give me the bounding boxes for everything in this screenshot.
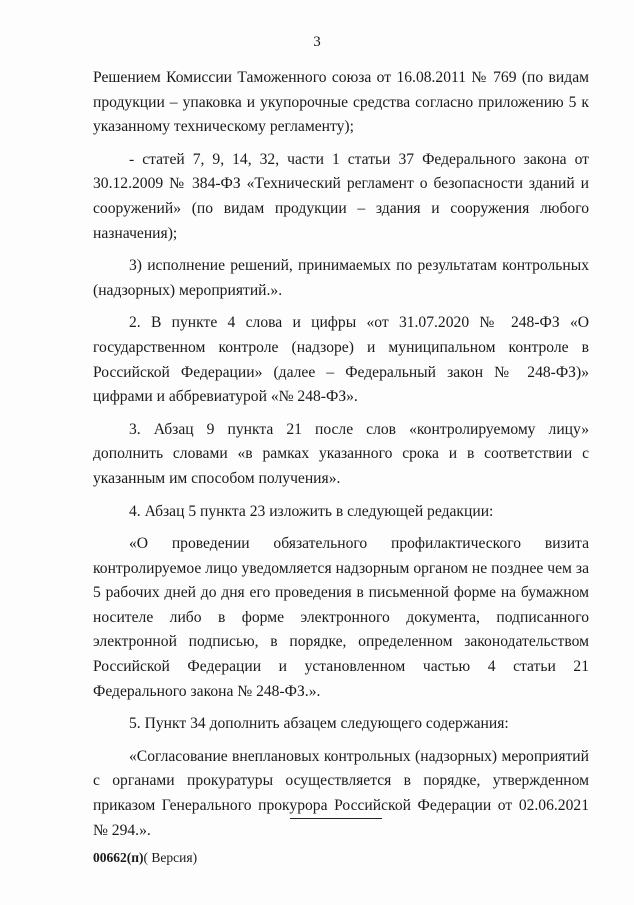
paragraph-8: 5. Пункт 34 дополнить абзацем следующего содержания: <box>129 715 509 733</box>
paragraph-6: 4. Абзац 5 пункта 23 изложить в следующей редакции: <box>129 502 494 520</box>
paragraph-4: 2. В пункте 4 слова и цифры «от 31.07.2020 № 248-ФЗ «О государственном контроле (надзоре) и муниципальном контроле в Российской Федерации» (далее – Федеральный закон № 248-ФЗ)» цифрами и аббревиатурой «№ 248-ФЗ». <box>93 314 589 406</box>
footer-code: 00662(п) <box>93 850 144 865</box>
paragraph-3: 3) исполнение решений, принимаемых по результатам контрольных (надзорных) мероприятий.». <box>93 257 589 299</box>
paragraph-5: 3. Абзац 9 пункта 21 после слов «контролируемому лицу» дополнить словами «в рамках указанного срока и в соответствии с указанным им способом получения». <box>93 420 589 487</box>
footer-version: ( Версия) <box>143 850 198 865</box>
separator-line <box>290 818 382 819</box>
paragraph-2: - статей 7, 9, 14, 32, части 1 статьи 37 Федерального закона от 30.12.2009 № 384-ФЗ «Технический регламент о безопасности зданий и сооружений» (по видам продукции – здания и сооружения любого назначения); <box>93 150 589 242</box>
paragraph-1: Решением Комиссии Таможенного союза от 16.08.2011 № 769 (по видам продукции – упаковка и укупорочные средства согласно приложению 5 к указанному техническому регламенту); <box>93 69 589 136</box>
footer <box>93 850 197 866</box>
paragraph-9: «Согласование внеплановых контрольных (надзорных) мероприятий с органами прокуратуры осуществляется в порядке, утвержденном приказом Генерального прокурора Российской Федерации от 02.06.2021 № 294.». <box>93 747 589 839</box>
document-body <box>93 66 589 843</box>
paragraph-7: «О проведении обязательного профилактического визита контролируемое лицо уведомляется надзорным органом не позднее чем за 5 рабочих дней до дня его проведения в письменной форме на бумажном носителе либо в форме электронного документа, подписанного электронной подписью, в порядке, определенном законодательством Российской Федерации и установленном частью 4 статьи 21 Федерального закона № 248-ФЗ.». <box>93 535 589 700</box>
page-number: 3 <box>313 34 321 50</box>
